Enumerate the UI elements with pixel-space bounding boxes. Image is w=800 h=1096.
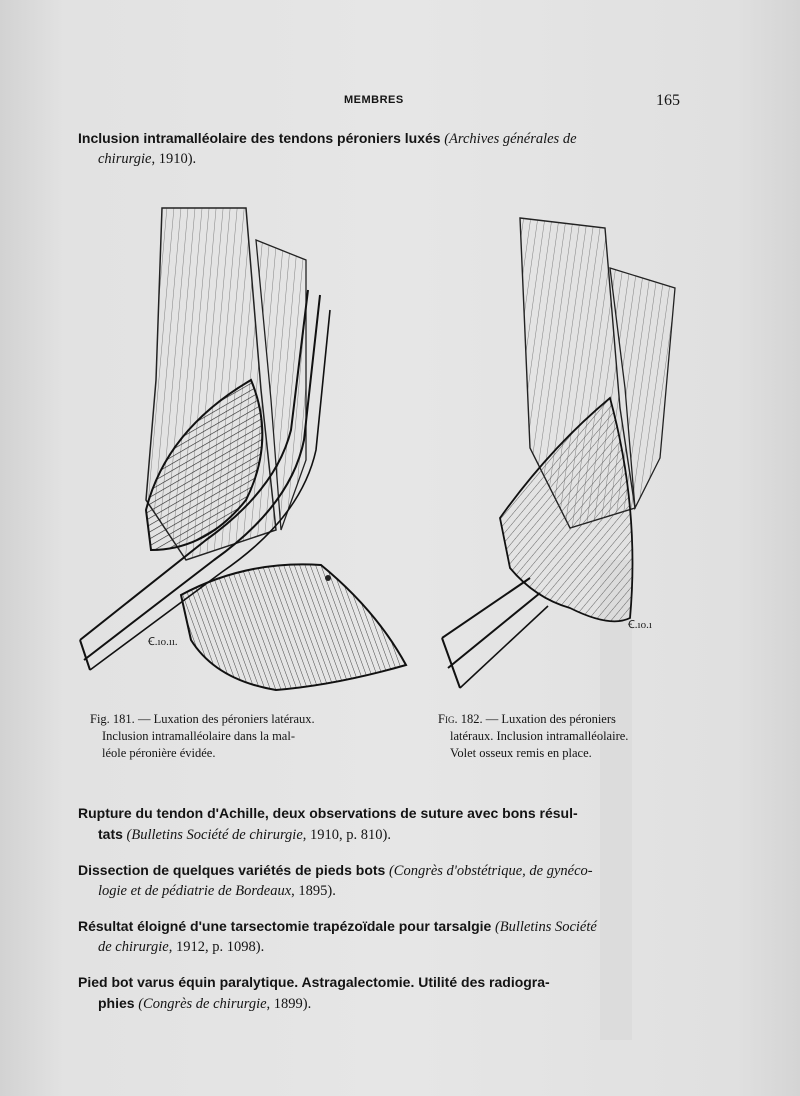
entry-title: Inclusion intramalléolaire des tendons péroniers luxés xyxy=(78,130,441,146)
entry-source-journal: logie et de pédiatrie de Bordeaux xyxy=(98,883,292,899)
entry-source: (Bulletins Société xyxy=(491,919,597,935)
caption-line: Volet osseux remis en place. xyxy=(450,746,592,760)
figure-182-caption xyxy=(438,711,688,762)
entry-source-journal: (Congrès de chirurgie xyxy=(134,996,267,1012)
caption-label: Fig. 182. xyxy=(438,712,483,726)
bibliography-entry xyxy=(78,128,680,169)
entry-title: Résultat éloigné d'une tarsectomie trapézoïdale pour tarsalgie xyxy=(78,918,492,934)
entry-source-year: , 1899). xyxy=(266,996,312,1012)
entry-continuation xyxy=(78,993,680,1014)
entry-source: (Archives générales de xyxy=(440,131,577,147)
running-head xyxy=(0,92,800,112)
caption-text: — Luxation des péroniers latéraux. xyxy=(134,712,315,726)
caption-text: — Luxation des péroniers xyxy=(482,712,616,726)
entry-source: (Congrès d'obstétrique, de gynéco- xyxy=(385,863,593,879)
entry-continuation xyxy=(78,937,680,957)
entry-continuation xyxy=(78,824,680,845)
figure-182-illustration xyxy=(440,208,690,698)
entry-title-continued: tats xyxy=(98,826,123,842)
caption-label: Fig. 181. xyxy=(90,712,135,726)
entry-continuation xyxy=(78,881,680,901)
entry-source-year: , 1912, p. 1098). xyxy=(168,939,265,955)
artist-signature: Ꞓ.ıo.ıı. xyxy=(148,636,178,648)
figure-181-caption xyxy=(90,711,380,762)
entry-title-continued: phies xyxy=(98,995,135,1011)
entry-title: Dissection de quelques variétés de pieds bots xyxy=(78,862,386,878)
ankle-drawing-181 xyxy=(76,200,416,700)
entry-title: Pied bot varus équin paralytique. Astragalectomie. Utilité des radiogra- xyxy=(78,974,550,990)
bibliography-entry xyxy=(78,860,680,901)
ankle-drawing-182 xyxy=(440,208,690,698)
entry-source-year: , 1895). xyxy=(291,883,336,899)
entry-source-year: , 1910, p. 810). xyxy=(302,827,391,843)
caption-line: Inclusion intramalléolaire dans la mal- xyxy=(102,729,295,743)
caption-line: latéraux. Inclusion intramalléolaire. xyxy=(450,729,629,743)
entry-source-journal: chirurgie xyxy=(98,151,152,167)
caption-line: léole péronière évidée. xyxy=(102,746,216,760)
page-number: 165 xyxy=(656,92,680,109)
entry-source-year: , 1910). xyxy=(151,151,197,167)
figure-181-illustration xyxy=(76,200,416,700)
bibliography-entry xyxy=(78,916,680,957)
running-title: MEMBRES xyxy=(344,94,404,106)
bibliography-entry xyxy=(78,803,680,845)
entry-continuation xyxy=(78,149,680,169)
entry-title: Rupture du tendon d'Achille, deux observations de suture avec bons résul- xyxy=(78,805,578,821)
artist-signature: Ꞓ.ıo.ı xyxy=(628,619,652,631)
bibliography-entry xyxy=(78,972,680,1014)
entry-source-journal: (Bulletins Société de chirurgie xyxy=(122,827,303,843)
entry-source-journal: de chirurgie xyxy=(98,939,169,955)
